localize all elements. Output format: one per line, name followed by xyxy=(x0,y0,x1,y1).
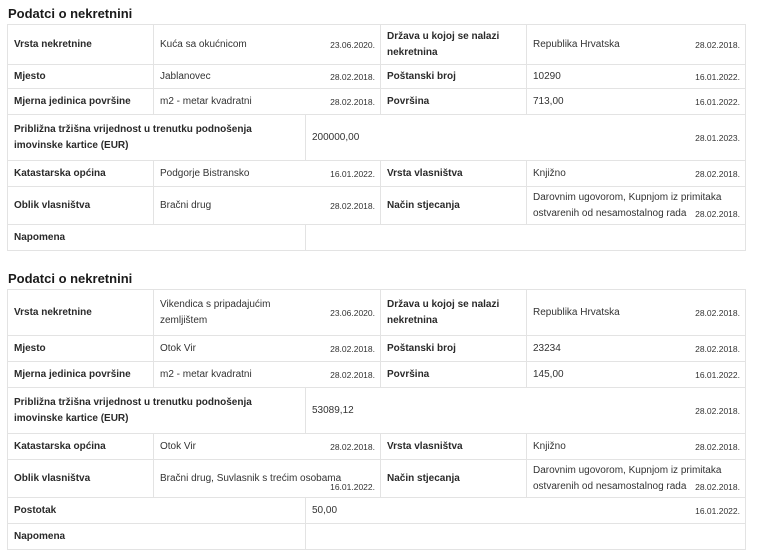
field-value xyxy=(527,161,746,187)
katastarska-opcina-value: Podgorje Bistransko xyxy=(160,167,250,179)
field-label: Katastarska općina xyxy=(8,434,154,460)
property-table-2 xyxy=(7,289,746,550)
field-value xyxy=(154,187,381,225)
field-value xyxy=(154,336,381,362)
table-row xyxy=(8,434,746,460)
table-row xyxy=(8,225,746,251)
section-title: Podatci o nekretnini xyxy=(8,271,133,286)
katastarska-opcina-value: Otok Vir xyxy=(160,440,196,452)
field-label: Država u kojoj se nalazi nekretnina xyxy=(381,25,527,65)
field-value xyxy=(527,290,746,336)
entry-date: 28.02.2018. xyxy=(695,168,740,179)
field-label: Napomena xyxy=(8,524,306,550)
field-value xyxy=(527,25,746,65)
entry-date: 28.02.2018. xyxy=(330,441,375,452)
oblik-vlasnistva-value: Bračni drug, Suvlasnik s trećim osobama xyxy=(160,472,342,484)
napomena-value xyxy=(306,225,746,251)
entry-date: 23.06.2020. xyxy=(330,307,375,318)
field-label: Približna tržišna vrijednost u trenutku podnošenja imovinske kartice (EUR) xyxy=(8,115,306,161)
entry-date: 16.01.2022. xyxy=(330,482,375,492)
entry-date: 28.02.2018. xyxy=(330,343,375,354)
trzisna-vrijednost-value: 200000,00 xyxy=(312,131,360,143)
field-label: Oblik vlasništva xyxy=(8,460,154,498)
entry-date: 28.02.2018. xyxy=(695,209,740,219)
field-label: Mjerna jedinica površine xyxy=(8,89,154,115)
postanski-broj-value: 23234 xyxy=(533,342,561,354)
table-row xyxy=(8,498,746,524)
field-value xyxy=(306,498,746,524)
field-value xyxy=(154,434,381,460)
table-row xyxy=(8,336,746,362)
entry-date: 28.02.2018. xyxy=(695,405,740,416)
table-row xyxy=(8,388,746,434)
field-label: Poštanski broj xyxy=(381,336,527,362)
field-label: Vrsta nekretnine xyxy=(8,290,154,336)
vrsta-nekretnine-value: Vikendica s pripadajućim zemljištem xyxy=(160,298,271,326)
field-label: Vrsta nekretnine xyxy=(8,25,154,65)
entry-date: 16.01.2022. xyxy=(695,96,740,107)
entry-date: 23.06.2020. xyxy=(330,39,375,50)
postotak-value: 50,00 xyxy=(312,504,338,516)
field-label: Vrsta vlasništva xyxy=(381,161,527,187)
entry-date: 16.01.2022. xyxy=(695,71,740,82)
field-label: Način stjecanja xyxy=(381,187,527,225)
field-value xyxy=(527,362,746,388)
table-row xyxy=(8,524,746,550)
field-label: Katastarska općina xyxy=(8,161,154,187)
drzava-value: Republika Hrvatska xyxy=(533,38,620,50)
field-value xyxy=(527,434,746,460)
entry-date: 16.01.2022. xyxy=(330,168,375,179)
entry-date: 16.01.2022. xyxy=(695,369,740,380)
field-value xyxy=(154,25,381,65)
entry-date: 28.02.2018. xyxy=(695,482,740,492)
entry-date: 28.02.2018. xyxy=(330,71,375,82)
nacin-stjecanja-value: Darovnim ugovorom, Kupnjom iz primitaka ostvarenih od nesamostalnog rada xyxy=(533,191,722,219)
field-label: Površina xyxy=(381,362,527,388)
vrsta-vlasnistva-value: Knjižno xyxy=(533,440,566,452)
field-value xyxy=(154,460,381,498)
field-value xyxy=(154,362,381,388)
povrsina-value: 713,00 xyxy=(533,95,564,107)
postanski-broj-value: 10290 xyxy=(533,70,561,82)
table-row xyxy=(8,89,746,115)
vrsta-nekretnine-value: Kuća sa okućnicom xyxy=(160,38,247,50)
entry-date: 28.02.2018. xyxy=(695,441,740,452)
entry-date: 28.02.2018. xyxy=(695,307,740,318)
field-value xyxy=(527,65,746,89)
table-row xyxy=(8,290,746,336)
field-value xyxy=(527,460,746,498)
field-label: Postotak xyxy=(8,498,306,524)
mjesto-value: Jablanovec xyxy=(160,70,211,82)
field-label: Mjerna jedinica površine xyxy=(8,362,154,388)
entry-date: 16.01.2022. xyxy=(695,505,740,516)
napomena-value xyxy=(306,524,746,550)
field-value xyxy=(306,388,746,434)
property-table-1 xyxy=(7,24,746,251)
table-row xyxy=(8,161,746,187)
field-value xyxy=(527,89,746,115)
field-value xyxy=(306,115,746,161)
field-label: Država u kojoj se nalazi nekretnina xyxy=(381,290,527,336)
vrsta-vlasnistva-value: Knjižno xyxy=(533,167,566,179)
entry-date: 28.02.2018. xyxy=(330,200,375,211)
field-value xyxy=(527,336,746,362)
field-label: Poštanski broj xyxy=(381,65,527,89)
field-value xyxy=(154,89,381,115)
drzava-value: Republika Hrvatska xyxy=(533,306,620,318)
entry-date: 28.02.2018. xyxy=(330,96,375,107)
trzisna-vrijednost-value: 53089,12 xyxy=(312,404,354,416)
field-label: Mjesto xyxy=(8,65,154,89)
entry-date: 28.02.2018. xyxy=(695,343,740,354)
field-value xyxy=(154,65,381,89)
nacin-stjecanja-value: Darovnim ugovorom, Kupnjom iz primitaka ostvarenih od nesamostalnog rada xyxy=(533,464,722,492)
table-row xyxy=(8,115,746,161)
table-row xyxy=(8,187,746,225)
field-label: Oblik vlasništva xyxy=(8,187,154,225)
mjerna-jedinica-value: m2 - metar kvadratni xyxy=(160,368,252,380)
field-label: Približna tržišna vrijednost u trenutku podnošenja imovinske kartice (EUR) xyxy=(8,388,306,434)
oblik-vlasnistva-value: Bračni drug xyxy=(160,199,212,211)
section-title: Podatci o nekretnini xyxy=(8,6,133,21)
field-label: Način stjecanja xyxy=(381,460,527,498)
mjesto-value: Otok Vir xyxy=(160,342,196,354)
field-value xyxy=(527,187,746,225)
field-label: Napomena xyxy=(8,225,306,251)
field-label: Vrsta vlasništva xyxy=(381,434,527,460)
table-row xyxy=(8,25,746,65)
table-row xyxy=(8,460,746,498)
field-value xyxy=(154,290,381,336)
table-row xyxy=(8,362,746,388)
mjerna-jedinica-value: m2 - metar kvadratni xyxy=(160,95,252,107)
entry-date: 28.02.2018. xyxy=(330,369,375,380)
entry-date: 28.01.2023. xyxy=(695,132,740,143)
povrsina-value: 145,00 xyxy=(533,368,564,380)
field-label: Površina xyxy=(381,89,527,115)
table-row xyxy=(8,65,746,89)
field-label: Mjesto xyxy=(8,336,154,362)
field-value xyxy=(154,161,381,187)
entry-date: 28.02.2018. xyxy=(695,39,740,50)
